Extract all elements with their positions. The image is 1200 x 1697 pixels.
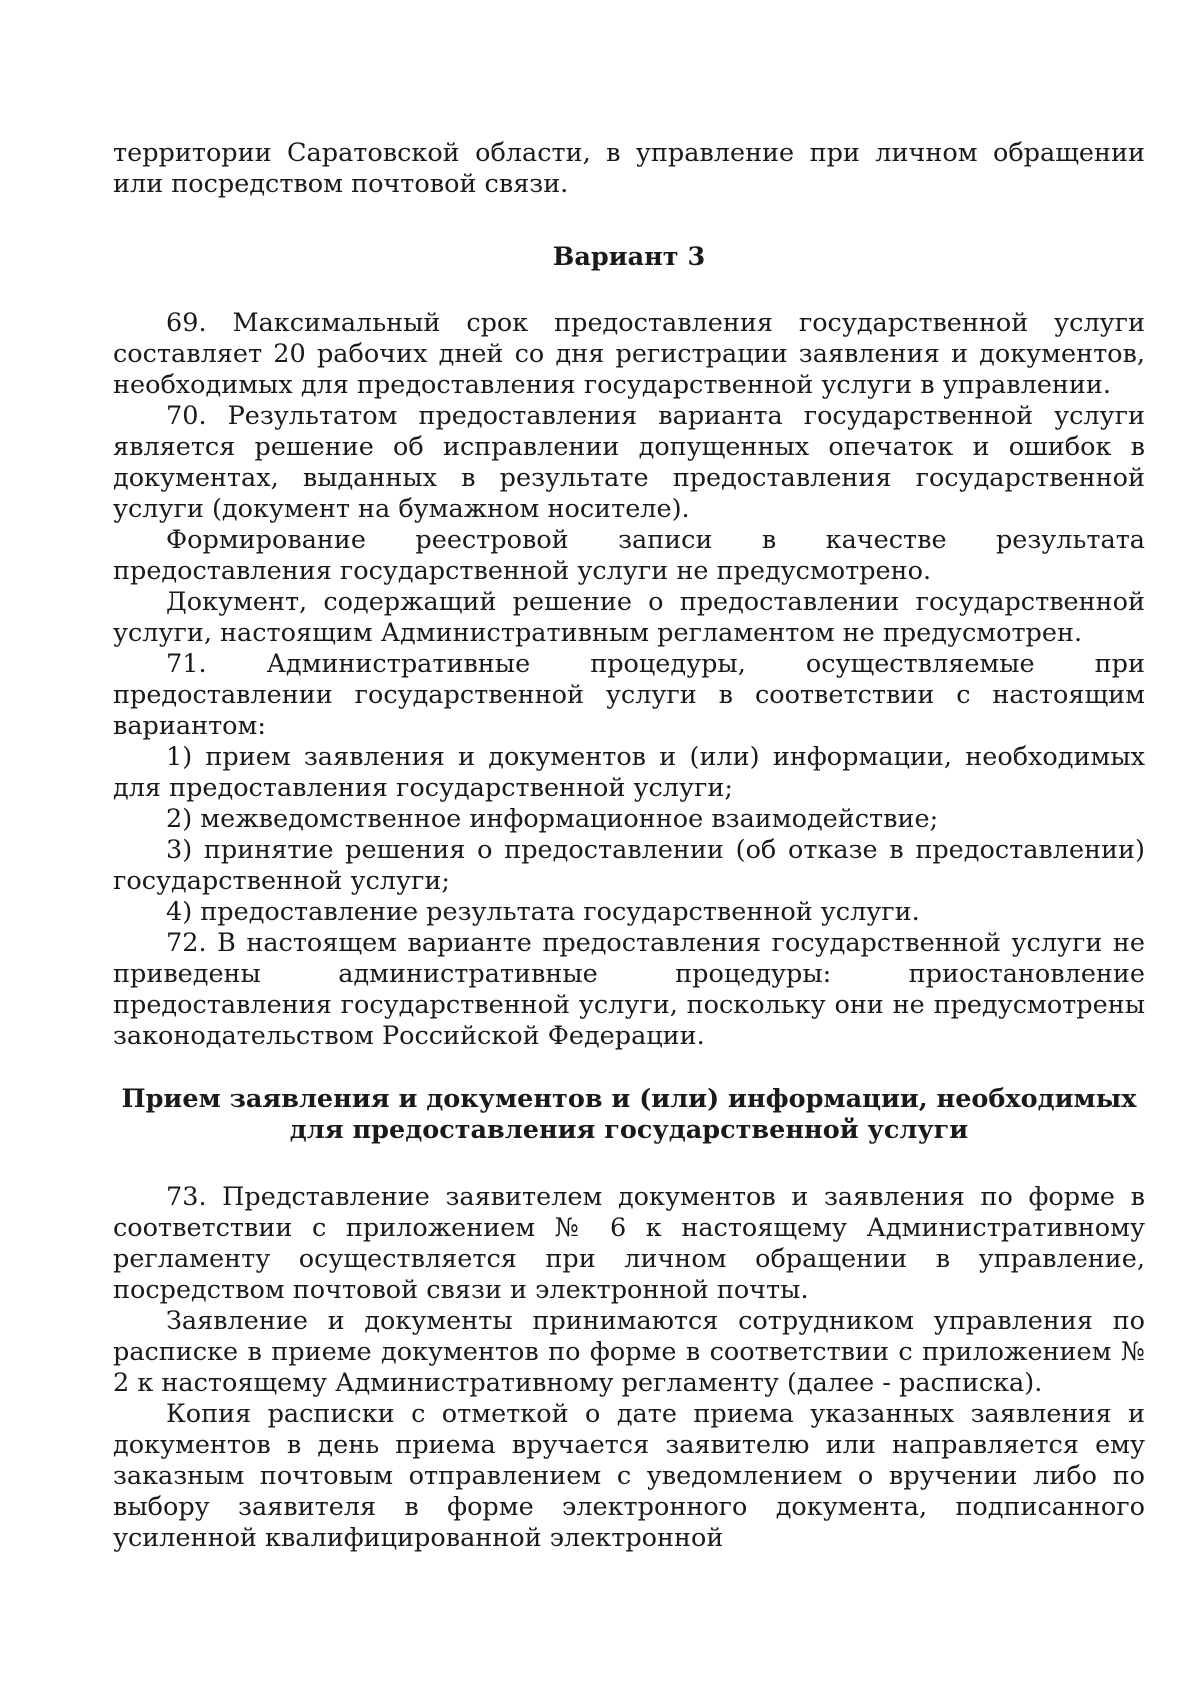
paragraph-71: 71. Административные процедуры, осуществляемые при предоставлении государственной услуги в соответствии с настоящим вариантом:	[113, 649, 1145, 741]
paragraph-71-item-1: 1) прием заявления и документов и (или) информации, необходимых для предоставления государственной услуги;	[113, 742, 1145, 803]
paragraph-70: 70. Результатом предоставления варианта государственной услуги является решение об исправлении допущенных опечаток и ошибок в документах, выданных в результате предоставления государственной услуги (документ на бумажном носителе).	[113, 401, 1145, 524]
intro-paragraph: территории Саратовской области, в управление при личном обращении или посредством почтовой связи.	[113, 138, 1145, 199]
section-heading-line-1: Прием заявления и документов и (или) информации, необходимых	[121, 1084, 1137, 1114]
paragraph-73-copy: Копия расписки с отметкой о дате приема указанных заявления и документов в день приема вручается заявителю или направляется ему заказным почтовым отправлением с уведомлением о вручении либо по выбору заявителя в форме электронного документа, подписанного усиленной квалифицированной электронной	[113, 1399, 1145, 1553]
paragraph-71-item-4: 4) предоставление результата государственной услуги.	[166, 897, 920, 927]
paragraph-69: 69. Максимальный срок предоставления государственной услуги составляет 20 рабочих дней со дня регистрации заявления и документов, необходимых для предоставления государственной услуги в управлении.	[113, 308, 1145, 400]
paragraph-70-registry: Формирование реестровой записи в качестве результата предоставления государственной услуги не предусмотрено.	[113, 525, 1145, 586]
section-heading-line-2: для предоставления государственной услуги	[289, 1115, 969, 1145]
section-heading	[113, 1084, 1145, 1146]
paragraph-73-acceptance: Заявление и документы принимаются сотрудником управления по расписке в приеме документов по форме в соответствии с приложением № 2 к настоящему Административному регламенту (далее - расписка).	[113, 1306, 1145, 1398]
variant-heading: Вариант 3	[552, 242, 706, 272]
paragraph-71-item-2: 2) межведомственное информационное взаимодействие;	[166, 804, 939, 834]
paragraph-73: 73. Представление заявителем документов и заявления по форме в соответствии с приложением № 6 к настоящему Административному регламенту осуществляется при личном обращении в управление, посредством почтовой связи и электронной почты.	[113, 1182, 1145, 1305]
document-body	[113, 138, 1145, 1554]
paragraph-72: 72. В настоящем варианте предоставления государственной услуги не приведены административные процедуры: приостановление предоставления государственной услуги, поскольку они не предусмотрены законодательством Российской Федерации.	[113, 928, 1145, 1051]
paragraph-71-item-3: 3) принятие решения о предоставлении (об отказе в предоставлении) государственной услуги;	[113, 835, 1145, 896]
paragraph-70-document: Документ, содержащий решение о предоставлении государственной услуги, настоящим Административным регламентом не предусмотрен.	[113, 587, 1145, 648]
